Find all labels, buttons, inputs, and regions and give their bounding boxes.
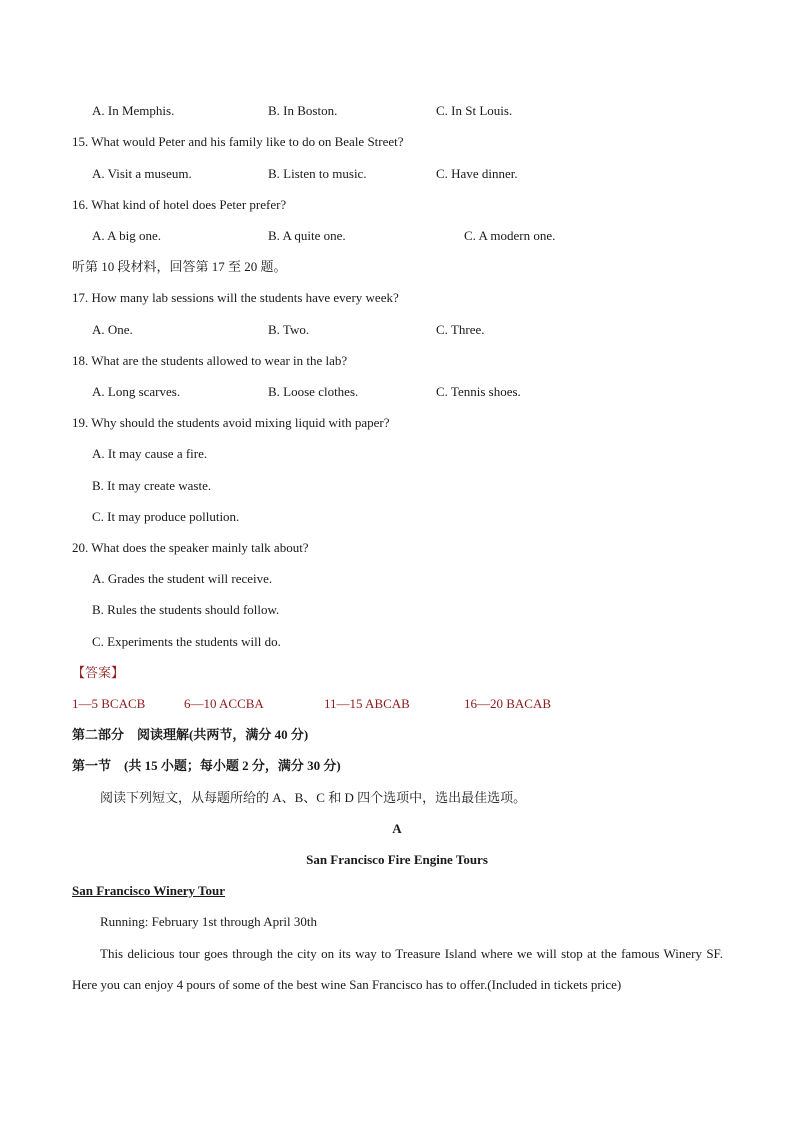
q18-option-c: C. Tennis shoes. xyxy=(436,384,521,399)
q20-option-b: B. Rules the students should follow. xyxy=(92,602,280,617)
part2-heading: 第二部分 阅读理解(共两节，满分 40 分) xyxy=(72,727,309,742)
q15-question: 15. What would Peter and his family like to do on Beale Street? xyxy=(72,134,404,149)
answer-group: 16—20 BACAB xyxy=(464,696,552,711)
q18-option-b: B. Loose clothes. xyxy=(268,384,359,399)
q17-option-b: B. Two. xyxy=(268,322,310,337)
answer-label: 【答案】 xyxy=(72,665,125,680)
q18-option-a: A. Long scarves. xyxy=(92,384,181,399)
section1-heading: 第一节 (共 15 小题；每小题 2 分，满分 30 分) xyxy=(72,758,341,773)
passage-title: San Francisco Fire Engine Tours xyxy=(306,852,488,867)
q16-option-a: A. A big one. xyxy=(92,228,161,243)
listening-instruction: 听第 10 段材料，回答第 17 至 20 题。 xyxy=(72,259,287,274)
q18-question: 18. What are the students allowed to wear in the lab? xyxy=(72,353,348,368)
answer-group: 6—10 ACCBA xyxy=(184,696,264,711)
q20-option-c: C. Experiments the students will do. xyxy=(92,634,281,649)
reading-instruction: 阅读下列短文，从每题所给的 A、B、C 和 D 四个选项中，选出最佳选项。 xyxy=(100,790,527,805)
q16-option-b: B. A quite one. xyxy=(268,228,346,243)
q20-option-a: A. Grades the student will receive. xyxy=(92,571,273,586)
q15-option-b: B. Listen to music. xyxy=(268,166,367,181)
q19-question: 19. Why should the students avoid mixing liquid with paper? xyxy=(72,415,390,430)
q16-question: 16. What kind of hotel does Peter prefer? xyxy=(72,197,287,212)
q14-option-b: B. In Boston. xyxy=(268,103,338,118)
q15-option-c: C. Have dinner. xyxy=(436,166,518,181)
q17-question: 17. How many lab sessions will the students have every week? xyxy=(72,290,399,305)
q17-option-c: C. Three. xyxy=(436,322,485,337)
q20-question: 20. What does the speaker mainly talk about? xyxy=(72,540,309,555)
tour-running-dates: Running: February 1st through April 30th xyxy=(100,914,318,929)
q17-option-a: A. One. xyxy=(92,322,133,337)
q19-option-a: A. It may cause a fire. xyxy=(92,446,208,461)
q16-option-c: C. A modern one. xyxy=(464,228,556,243)
q19-option-c: C. It may produce pollution. xyxy=(92,509,240,524)
passage-subtitle: San Francisco Winery Tour xyxy=(72,883,226,898)
q15-option-a: A. Visit a museum. xyxy=(92,166,192,181)
answer-group: 1—5 BCACB xyxy=(72,696,146,711)
passage-letter: A xyxy=(392,821,402,836)
q14-option-a: A. In Memphis. xyxy=(92,103,175,118)
q19-option-b: B. It may create waste. xyxy=(92,478,212,493)
answer-group: 11—15 ABCAB xyxy=(324,696,410,711)
q14-option-c: C. In St Louis. xyxy=(436,103,513,118)
tour-description-paragraph: This delicious tour goes through the city on its way to Treasure Island where we will stop at the famous Winery SF. Here you can enjoy 4 pours of some of the best wine San Francisco has to offer.(Included in tickets price) xyxy=(72,946,723,992)
